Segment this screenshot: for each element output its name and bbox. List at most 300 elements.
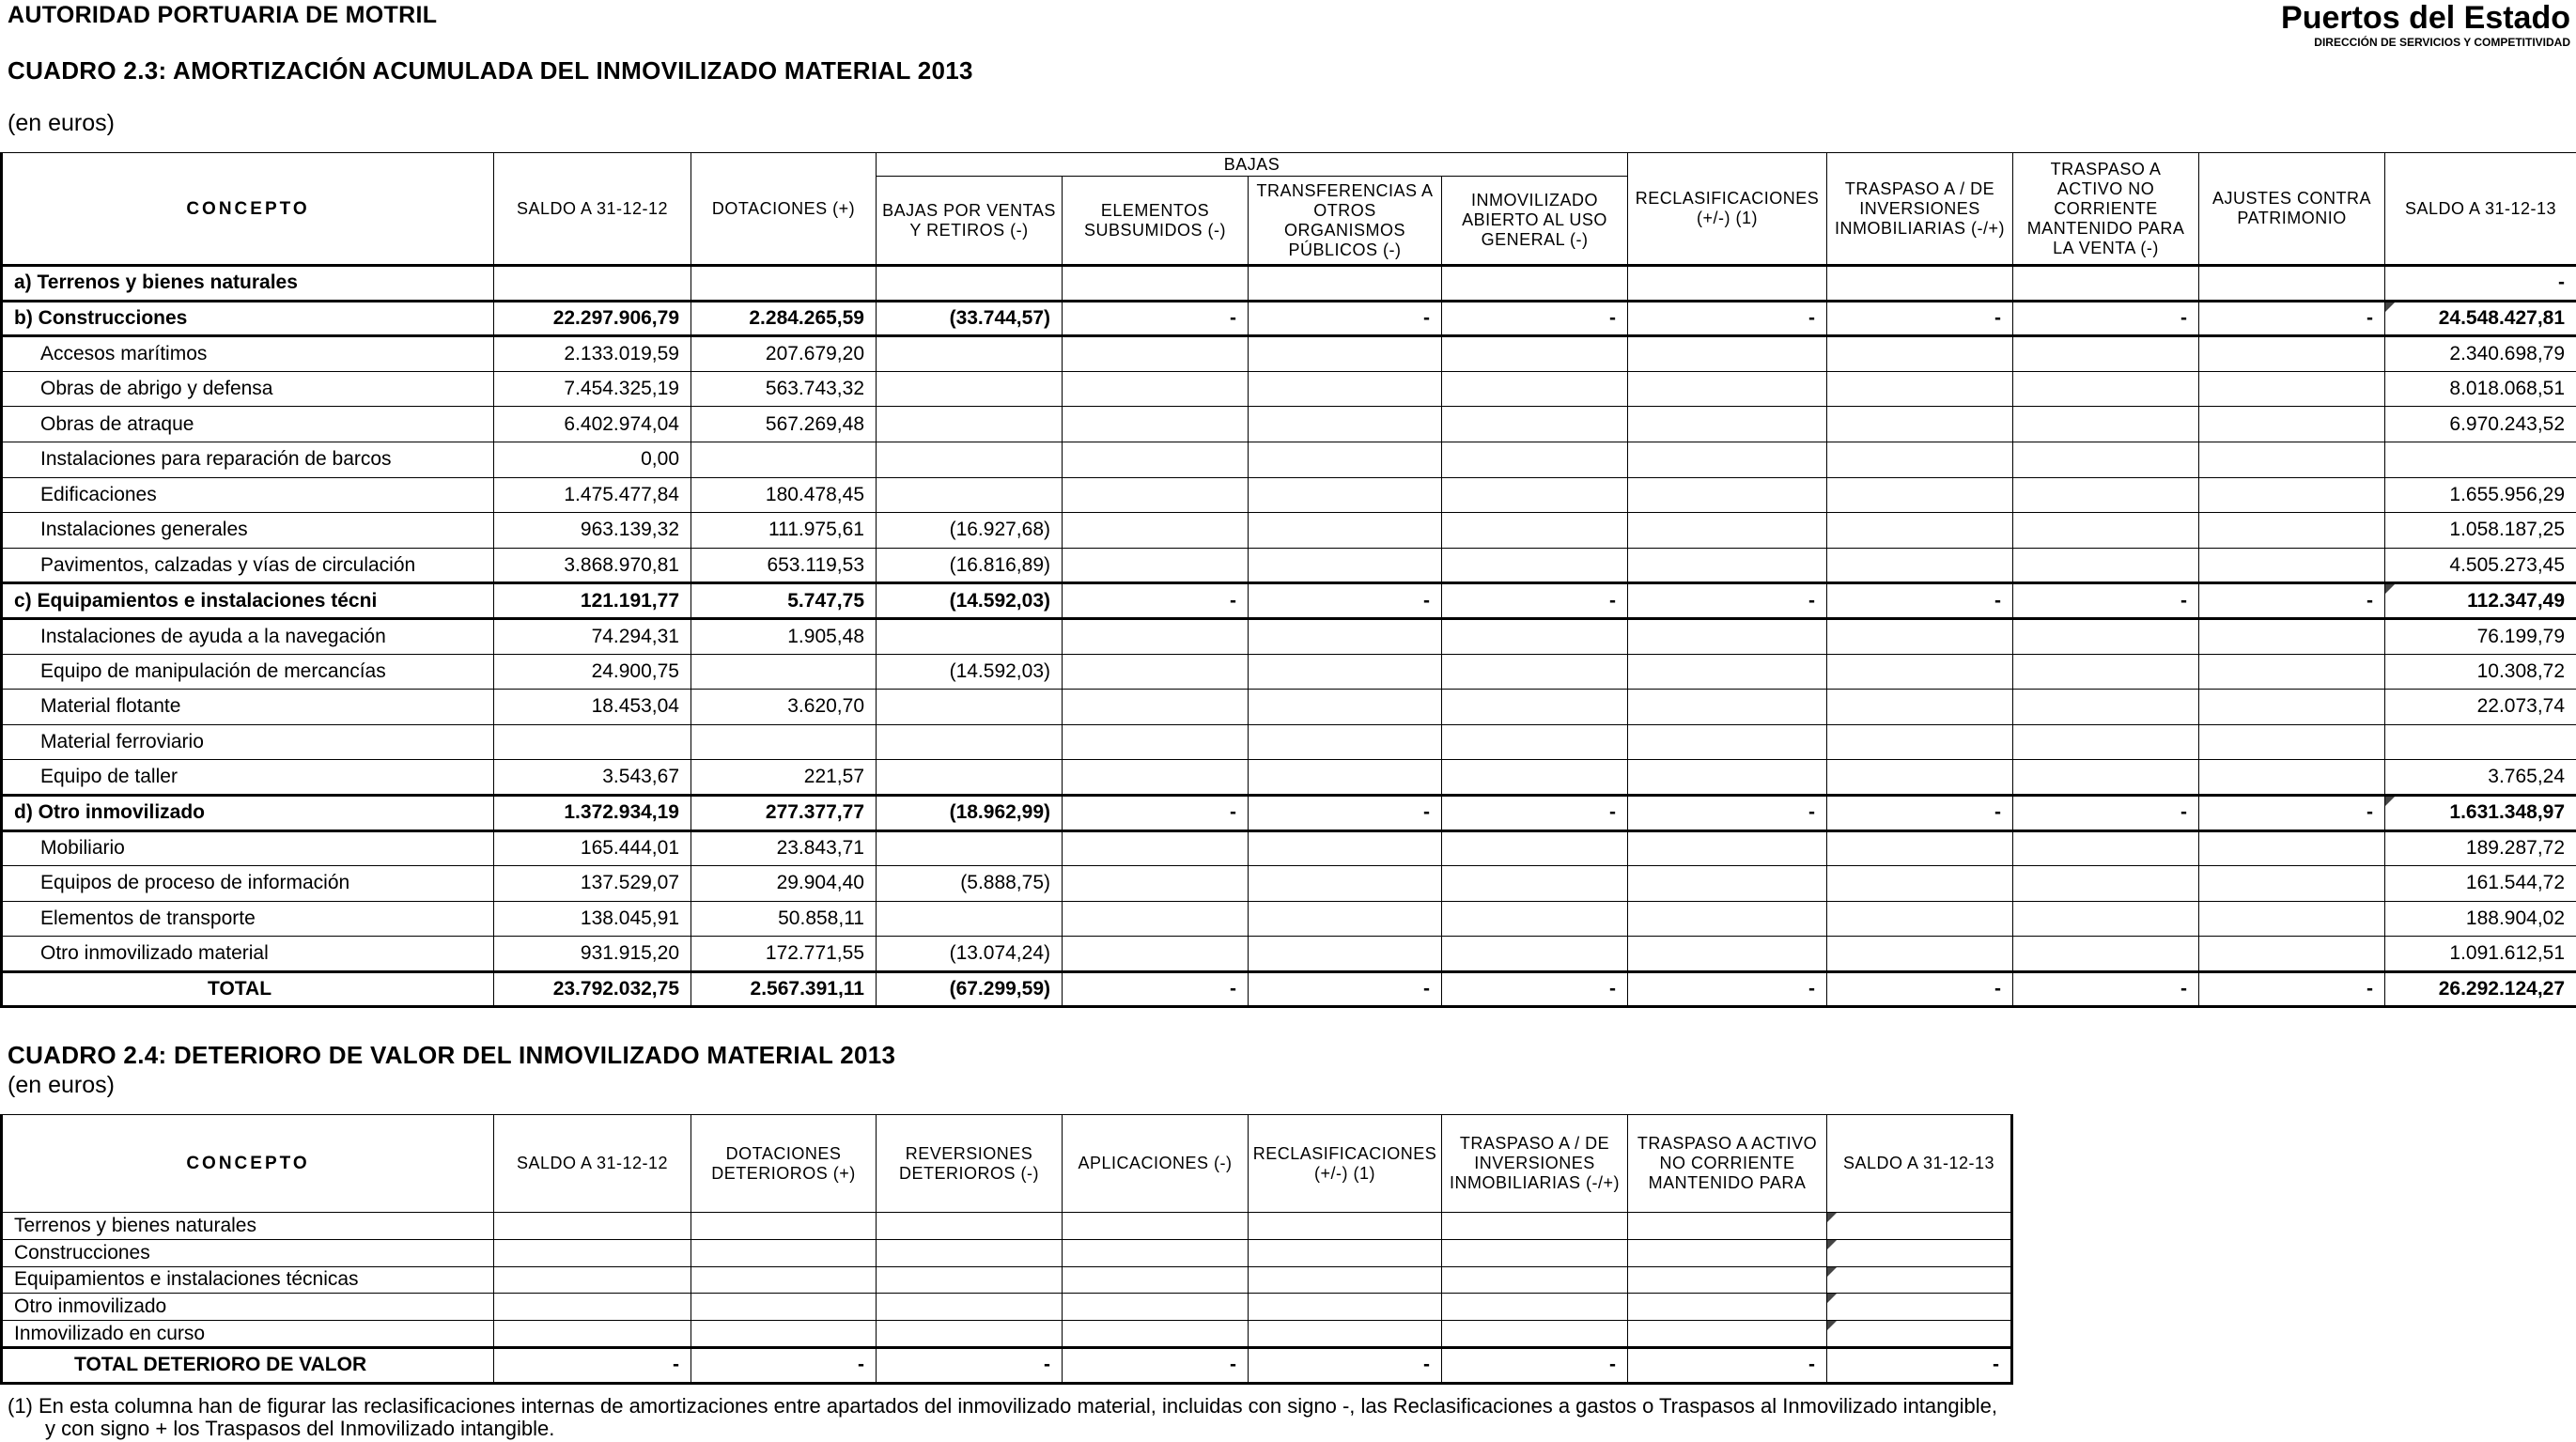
cell-value — [2199, 336, 2385, 372]
cell-value — [1827, 724, 2013, 760]
cell-value — [494, 1294, 691, 1321]
cell-value — [1827, 1266, 2012, 1294]
cell-value: 74.294,31 — [494, 618, 691, 654]
cell-value — [1442, 371, 1628, 407]
cell-value — [1442, 937, 1628, 972]
cell-value — [1628, 866, 1827, 902]
cell-value — [1442, 1321, 1628, 1348]
cell-value — [2199, 618, 2385, 654]
cell-value — [691, 724, 877, 760]
cell-value: - — [494, 1347, 691, 1383]
cell-value — [1628, 477, 1827, 513]
table1-row — [2, 477, 2576, 513]
cell-value — [1628, 266, 1827, 302]
cell-value — [1063, 724, 1249, 760]
cell-value — [1628, 407, 1827, 442]
table1-header-col-4: ELEMENTOS SUBSUMIDOS (-) — [1063, 177, 1249, 266]
cell-value: 3.620,70 — [691, 690, 877, 725]
cell-value — [1628, 618, 1827, 654]
cell-value — [2199, 654, 2385, 690]
cell-value — [1249, 618, 1442, 654]
table2-header-col-5: RECLASIFICACIONES (+/-) (1) — [1249, 1115, 1442, 1213]
table1-row — [2, 548, 2576, 583]
cell-value — [1249, 1239, 1442, 1266]
cell-value — [1442, 1239, 1628, 1266]
cell-value: (5.888,75) — [877, 866, 1063, 902]
table1-header-col-9: TRASPASO A ACTIVO NO CORRIENTE MANTENIDO PARA LA VENTA (-) — [2013, 153, 2199, 266]
cell-value: - — [1628, 1347, 1827, 1383]
cell-value — [691, 266, 877, 302]
table1-row — [2, 830, 2576, 866]
cell-value — [2199, 760, 2385, 796]
cell-value — [877, 690, 1063, 725]
cell-value: 10.308,72 — [2385, 654, 2576, 690]
cell-value: - — [1628, 301, 1827, 336]
row-label: Terrenos y bienes naturales — [2, 1213, 494, 1240]
cell-value: 121.191,77 — [494, 583, 691, 619]
cell-value: - — [2013, 971, 2199, 1007]
cell-value: 5.747,75 — [691, 583, 877, 619]
cell-value — [1827, 548, 2013, 583]
cell-value — [877, 1294, 1063, 1321]
cell-value: 3.765,24 — [2385, 760, 2576, 796]
cell-value — [1063, 442, 1249, 477]
cell-value: 3.543,67 — [494, 760, 691, 796]
footnote-line-2: y con signo + los Traspasos del Inmovilizado intangible. — [45, 1417, 555, 1440]
cell-value — [1442, 266, 1628, 302]
cell-value: - — [2013, 301, 2199, 336]
table1-row — [2, 795, 2576, 830]
cell-value: - — [2199, 971, 2385, 1007]
cell-value — [2013, 618, 2199, 654]
cell-value: - — [1442, 583, 1628, 619]
cell-value — [494, 1266, 691, 1294]
table1-header-bajas-group: BAJAS — [877, 153, 1628, 177]
cell-value: - — [1827, 301, 2013, 336]
cell-value — [1827, 513, 2013, 549]
cell-value — [1628, 760, 1827, 796]
cell-value: - — [1628, 795, 1827, 830]
table1-row — [2, 301, 2576, 336]
cell-value: 1.631.348,97 — [2385, 795, 2576, 830]
cell-value — [2013, 866, 2199, 902]
cell-value: - — [1063, 583, 1249, 619]
row-label: Otro inmovilizado — [2, 1294, 494, 1321]
table1-header-col-8: TRASPASO A / DE INVERSIONES INMOBILIARIAS (-/+) — [1827, 153, 2013, 266]
cell-value — [1628, 371, 1827, 407]
row-label: Mobiliario — [2, 830, 494, 866]
row-label: Pavimentos, calzadas y vías de circulación — [2, 548, 494, 583]
cell-value — [1063, 266, 1249, 302]
row-label: Equipamientos e instalaciones técnicas — [2, 1266, 494, 1294]
cell-value: 26.292.124,27 — [2385, 971, 2576, 1007]
cell-value — [1628, 1321, 1827, 1348]
row-label: Material ferroviario — [2, 724, 494, 760]
cell-value — [1249, 266, 1442, 302]
row-label: a) Terrenos y bienes naturales — [2, 266, 494, 302]
table1-header-col-6: INMOVILIZADO ABIERTO AL USO GENERAL (-) — [1442, 177, 1628, 266]
cell-value — [1827, 1239, 2012, 1266]
cell-value: 18.453,04 — [494, 690, 691, 725]
cell-value: - — [1249, 971, 1442, 1007]
brand-logo-text: Puertos del Estado — [2281, 0, 2570, 36]
cell-value: 23.792.032,75 — [494, 971, 691, 1007]
cell-value: 2.133.019,59 — [494, 336, 691, 372]
cell-value: - — [2199, 583, 2385, 619]
cell-value — [1249, 760, 1442, 796]
cell-value — [1063, 1239, 1249, 1266]
table1-row — [2, 971, 2576, 1007]
cell-value — [2013, 937, 2199, 972]
cell-value — [691, 442, 877, 477]
cell-value — [1063, 513, 1249, 549]
cell-value — [1063, 1294, 1249, 1321]
cell-value: - — [1063, 971, 1249, 1007]
table1-row — [2, 266, 2576, 302]
cell-value — [2199, 690, 2385, 725]
cell-value: - — [1442, 301, 1628, 336]
table1-row — [2, 690, 2576, 725]
row-label: Edificaciones — [2, 477, 494, 513]
cell-value — [1628, 336, 1827, 372]
cell-value — [1827, 371, 2013, 407]
cell-value — [1063, 1213, 1249, 1240]
cell-value: 3.868.970,81 — [494, 548, 691, 583]
cell-value — [1628, 1213, 1827, 1240]
table1-header-col-2: DOTACIONES (+) — [691, 153, 877, 266]
row-label: Accesos marítimos — [2, 336, 494, 372]
organization-name: AUTORIDAD PORTUARIA DE MOTRIL — [8, 2, 438, 28]
cell-value — [877, 1266, 1063, 1294]
cell-value — [1249, 477, 1442, 513]
cell-value — [691, 654, 877, 690]
cell-value — [1249, 901, 1442, 937]
cell-value — [2013, 371, 2199, 407]
row-label: Equipo de taller — [2, 760, 494, 796]
cell-value — [1628, 1266, 1827, 1294]
cell-value: 76.199,79 — [2385, 618, 2576, 654]
table1-row — [2, 760, 2576, 796]
cell-value: 22.297.906,79 — [494, 301, 691, 336]
cell-value: 2.567.391,11 — [691, 971, 877, 1007]
cell-value — [1249, 654, 1442, 690]
cell-value — [1442, 407, 1628, 442]
cell-value — [1249, 830, 1442, 866]
cell-value — [877, 1213, 1063, 1240]
table1-row — [2, 618, 2576, 654]
cell-value: 563.743,32 — [691, 371, 877, 407]
cell-value: - — [2013, 795, 2199, 830]
table2-row — [2, 1266, 2012, 1294]
cell-value — [1442, 1266, 1628, 1294]
cell-value — [1442, 654, 1628, 690]
cell-value — [2013, 830, 2199, 866]
cell-value — [1827, 442, 2013, 477]
table2-row — [2, 1213, 2012, 1240]
cell-value: 6.402.974,04 — [494, 407, 691, 442]
cell-value — [2199, 548, 2385, 583]
cell-value — [1249, 336, 1442, 372]
cell-value — [1063, 548, 1249, 583]
cell-value: (16.927,68) — [877, 513, 1063, 549]
cell-value — [877, 830, 1063, 866]
cell-value: - — [1442, 971, 1628, 1007]
cell-value — [1249, 866, 1442, 902]
amortization-table — [0, 152, 2576, 1008]
cell-value: - — [1249, 1347, 1442, 1383]
cell-value — [1827, 407, 2013, 442]
cell-value — [2199, 477, 2385, 513]
cell-value — [2013, 724, 2199, 760]
row-label: TOTAL DETERIORO DE VALOR — [2, 1347, 494, 1383]
cell-value: (33.744,57) — [877, 301, 1063, 336]
cell-value — [1442, 618, 1628, 654]
cell-value: 22.073,74 — [2385, 690, 2576, 725]
cell-value: 189.287,72 — [2385, 830, 2576, 866]
cell-value — [1827, 336, 2013, 372]
cell-value: - — [1827, 795, 2013, 830]
cell-value — [877, 336, 1063, 372]
cell-value: (13.074,24) — [877, 937, 1063, 972]
cell-value — [691, 1294, 877, 1321]
table1-row — [2, 513, 2576, 549]
cell-value: - — [1827, 583, 2013, 619]
cell-value: - — [1827, 1347, 2012, 1383]
cell-value: 29.904,40 — [691, 866, 877, 902]
cell-value — [1827, 618, 2013, 654]
table1-header-col-7: RECLASIFICACIONES (+/-) (1) — [1628, 153, 1827, 266]
cell-value — [691, 1239, 877, 1266]
row-label: b) Construcciones — [2, 301, 494, 336]
table1-header-col-3: BAJAS POR VENTAS Y RETIROS (-) — [877, 177, 1063, 266]
row-label: Elementos de transporte — [2, 901, 494, 937]
row-label: Otro inmovilizado material — [2, 937, 494, 972]
cell-value — [691, 1266, 877, 1294]
cell-value — [877, 1321, 1063, 1348]
cell-value — [494, 1321, 691, 1348]
table2-row — [2, 1321, 2012, 1348]
cell-value — [1063, 690, 1249, 725]
cell-value — [1628, 1294, 1827, 1321]
cell-value — [1063, 830, 1249, 866]
cell-value — [1442, 724, 1628, 760]
cell-value: - — [1249, 795, 1442, 830]
cell-value — [877, 371, 1063, 407]
table1-row — [2, 336, 2576, 372]
cell-value — [2013, 477, 2199, 513]
cell-value: - — [1063, 795, 1249, 830]
cell-value — [1827, 760, 2013, 796]
cell-value — [1827, 690, 2013, 725]
cell-value — [877, 266, 1063, 302]
cell-value — [1442, 442, 1628, 477]
table1-title: CUADRO 2.3: AMORTIZACIÓN ACUMULADA DEL INMOVILIZADO MATERIAL 2013 — [8, 56, 973, 85]
cell-value — [877, 724, 1063, 760]
row-label: TOTAL — [2, 971, 494, 1007]
footnote-line-1: (1) En esta columna han de figurar las reclasificaciones internas de amortizaciones entre apartados del inmovilizado material, incluidas con signo -, las Reclasificaciones a gastos o Traspasos al Inmovilizado intangible, — [8, 1394, 1997, 1418]
table2-title: CUADRO 2.4: DETERIORO DE VALOR DEL INMOVILIZADO MATERIAL 2013 — [8, 1041, 896, 1069]
cell-value: 221,57 — [691, 760, 877, 796]
cell-value — [2013, 336, 2199, 372]
cell-value: 1.058.187,25 — [2385, 513, 2576, 549]
table2-header-col-2: DOTACIONES DETERIOROS (+) — [691, 1115, 877, 1213]
cell-value — [1442, 548, 1628, 583]
cell-value: - — [877, 1347, 1063, 1383]
cell-value — [1442, 477, 1628, 513]
cell-value — [1628, 442, 1827, 477]
cell-value — [2013, 513, 2199, 549]
cell-value: 567.269,48 — [691, 407, 877, 442]
cell-value: 931.915,20 — [494, 937, 691, 972]
cell-value — [1249, 690, 1442, 725]
cell-value — [2199, 442, 2385, 477]
cell-value: - — [1628, 583, 1827, 619]
table2-header-col-4: APLICACIONES (-) — [1063, 1115, 1249, 1213]
cell-value — [1628, 830, 1827, 866]
cell-value — [1063, 477, 1249, 513]
cell-value: 180.478,45 — [691, 477, 877, 513]
cell-value: 188.904,02 — [2385, 901, 2576, 937]
cell-value — [1442, 866, 1628, 902]
cell-value — [1628, 724, 1827, 760]
cell-value: (67.299,59) — [877, 971, 1063, 1007]
row-label: Instalaciones de ayuda a la navegación — [2, 618, 494, 654]
cell-value — [1628, 690, 1827, 725]
cell-value — [1249, 548, 1442, 583]
cell-value: 1.905,48 — [691, 618, 877, 654]
brand-subtitle: DIRECCIÓN DE SERVICIOS Y COMPETITIVIDAD — [2314, 36, 2570, 49]
cell-value — [877, 760, 1063, 796]
cell-value — [1063, 371, 1249, 407]
cell-value — [877, 407, 1063, 442]
table1-row — [2, 654, 2576, 690]
cell-value — [1249, 513, 1442, 549]
cell-value — [1063, 866, 1249, 902]
cell-value: - — [1442, 795, 1628, 830]
cell-value — [2013, 654, 2199, 690]
cell-value — [1442, 760, 1628, 796]
table2-header-col-7: TRASPASO A ACTIVO NO CORRIENTE MANTENIDO PARA — [1628, 1115, 1827, 1213]
cell-value — [1628, 1239, 1827, 1266]
cell-value — [1063, 618, 1249, 654]
cell-value — [1827, 477, 2013, 513]
cell-value: - — [2013, 583, 2199, 619]
cell-value — [1827, 1213, 2012, 1240]
cell-value — [1827, 1321, 2012, 1348]
cell-value — [2199, 830, 2385, 866]
cell-value — [2199, 371, 2385, 407]
cell-value: (16.816,89) — [877, 548, 1063, 583]
cell-value — [1063, 937, 1249, 972]
cell-value: 1.091.612,51 — [2385, 937, 2576, 972]
cell-value: - — [1628, 971, 1827, 1007]
cell-value — [1827, 830, 2013, 866]
cell-value: 1.655.956,29 — [2385, 477, 2576, 513]
cell-value — [494, 266, 691, 302]
cell-value — [877, 442, 1063, 477]
row-label: Obras de atraque — [2, 407, 494, 442]
cell-value — [1442, 336, 1628, 372]
cell-value — [494, 724, 691, 760]
cell-value — [1063, 407, 1249, 442]
cell-value: 165.444,01 — [494, 830, 691, 866]
cell-value — [1628, 513, 1827, 549]
table1-unit: (en euros) — [8, 110, 115, 136]
cell-value: - — [1442, 1347, 1628, 1383]
cell-value — [494, 1213, 691, 1240]
row-label: Equipo de manipulación de mercancías — [2, 654, 494, 690]
cell-value — [2199, 937, 2385, 972]
cell-value — [2385, 724, 2576, 760]
row-label: c) Equipamientos e instalaciones técni — [2, 583, 494, 619]
cell-value — [1063, 1321, 1249, 1348]
cell-value: 1.475.477,84 — [494, 477, 691, 513]
table1-header-col-11: SALDO A 31-12-13 — [2385, 153, 2576, 266]
table2-header-col-0: CONCEPTO — [2, 1115, 494, 1213]
cell-value — [1628, 548, 1827, 583]
cell-value — [1249, 371, 1442, 407]
cell-value: - — [2199, 795, 2385, 830]
table2-header-col-8: SALDO A 31-12-13 — [1827, 1115, 2012, 1213]
cell-value: - — [1063, 1347, 1249, 1383]
impairment-table — [0, 1114, 2013, 1385]
cell-value — [1249, 407, 1442, 442]
cell-value — [2199, 266, 2385, 302]
cell-value: 207.679,20 — [691, 336, 877, 372]
cell-value: - — [2199, 301, 2385, 336]
table1-row — [2, 937, 2576, 972]
cell-value: 112.347,49 — [2385, 583, 2576, 619]
cell-value — [2385, 442, 2576, 477]
cell-value — [2013, 690, 2199, 725]
cell-value — [1063, 760, 1249, 796]
cell-value: 50.858,11 — [691, 901, 877, 937]
table2-header-col-6: TRASPASO A / DE INVERSIONES INMOBILIARIAS (-/+) — [1442, 1115, 1628, 1213]
cell-value — [1249, 1294, 1442, 1321]
cell-value: 24.548.427,81 — [2385, 301, 2576, 336]
cell-value — [494, 1239, 691, 1266]
cell-value — [2199, 724, 2385, 760]
cell-value: 653.119,53 — [691, 548, 877, 583]
cell-value: - — [1827, 971, 2013, 1007]
cell-value — [691, 1213, 877, 1240]
cell-value — [1249, 937, 1442, 972]
cell-value — [1628, 901, 1827, 937]
row-label: Instalaciones generales — [2, 513, 494, 549]
cell-value: 277.377,77 — [691, 795, 877, 830]
cell-value: - — [1063, 301, 1249, 336]
cell-value: - — [1249, 301, 1442, 336]
table1-row — [2, 442, 2576, 477]
row-label: Inmovilizado en curso — [2, 1321, 494, 1348]
cell-value — [1442, 1213, 1628, 1240]
cell-value: 963.139,32 — [494, 513, 691, 549]
cell-value — [2013, 407, 2199, 442]
cell-value: 111.975,61 — [691, 513, 877, 549]
cell-value: 8.018.068,51 — [2385, 371, 2576, 407]
cell-value — [1827, 266, 2013, 302]
cell-value: 23.843,71 — [691, 830, 877, 866]
cell-value: 7.454.325,19 — [494, 371, 691, 407]
cell-value — [1442, 690, 1628, 725]
cell-value: 138.045,91 — [494, 901, 691, 937]
table2-header-col-1: SALDO A 31-12-12 — [494, 1115, 691, 1213]
cell-value — [1249, 442, 1442, 477]
cell-value: (14.592,03) — [877, 654, 1063, 690]
cell-value: (18.962,99) — [877, 795, 1063, 830]
cell-value: (14.592,03) — [877, 583, 1063, 619]
cell-value: 1.372.934,19 — [494, 795, 691, 830]
